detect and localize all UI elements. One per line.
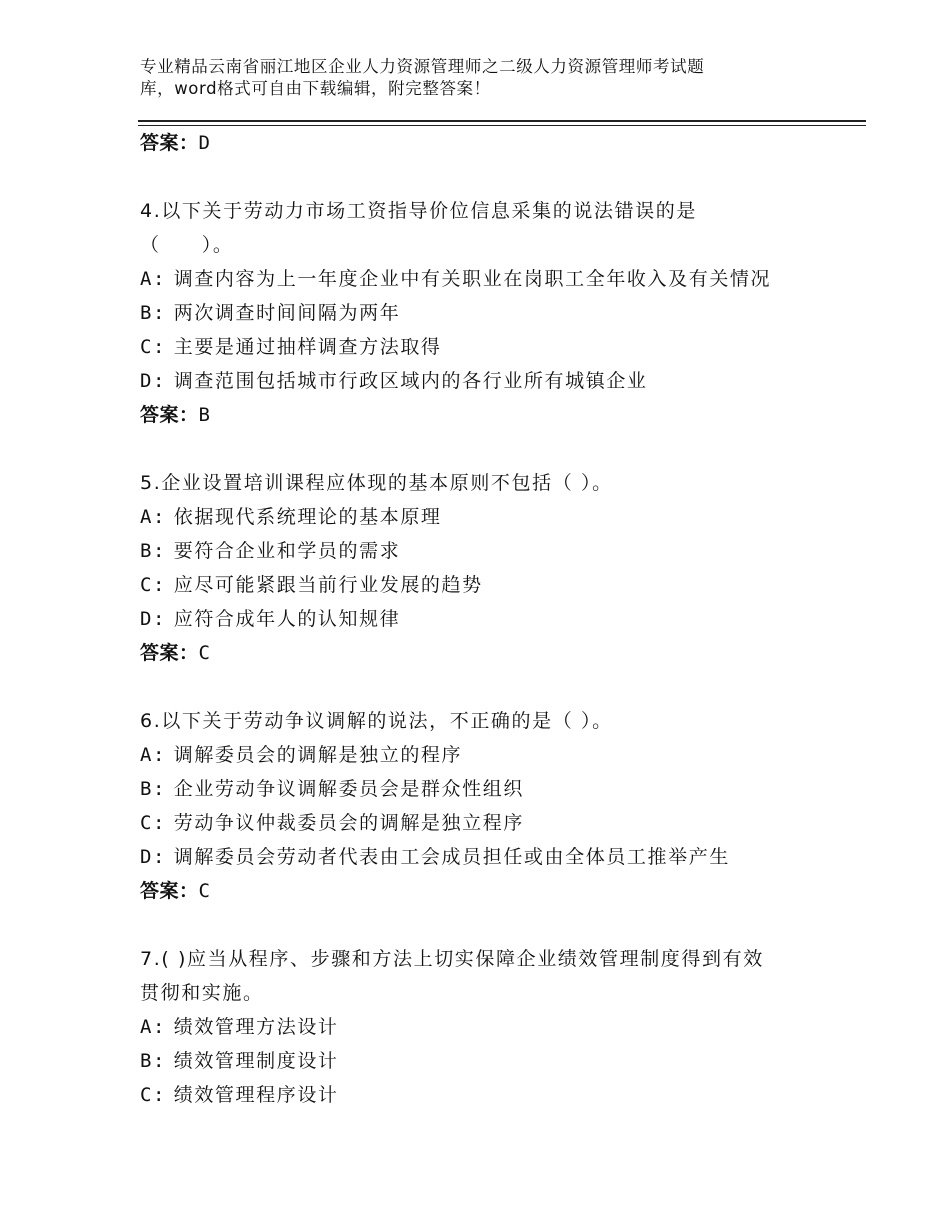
option-key: B:	[140, 540, 167, 562]
answer-label: 答案：	[140, 404, 199, 426]
answer-value: C	[198, 880, 211, 902]
header-title-line-1: 专业精品云南省丽江地区企业人力资源管理师之二级人力资源管理师考试题	[140, 57, 705, 76]
option-text: 调解委员会的调解是独立的程序	[173, 744, 463, 766]
option-a	[140, 262, 840, 296]
option-key: B:	[140, 1050, 167, 1072]
option-b	[140, 296, 840, 330]
option-key: B:	[140, 302, 167, 324]
option-a	[140, 500, 840, 534]
question-title: 5.企业设置培训课程应体现的基本原则不包括（ ）。	[140, 472, 613, 494]
option-text: 企业劳动争议调解委员会是群众性组织	[173, 778, 524, 800]
option-d	[140, 840, 840, 874]
question-title: 6.以下关于劳动争议调解的说法，不正确的是（ ）。	[140, 710, 613, 732]
answer-value: D	[198, 132, 211, 154]
option-key: A:	[140, 1016, 167, 1038]
option-d	[140, 602, 840, 636]
question-7	[140, 942, 840, 1112]
question-title-continued: 贯彻和实施。	[140, 982, 264, 1004]
option-b	[140, 772, 840, 806]
option-text: 要符合企业和学员的需求	[173, 540, 401, 562]
option-key: D:	[140, 370, 167, 392]
answer-label: 答案：	[140, 880, 199, 902]
answer-value: B	[198, 404, 211, 426]
question-4	[140, 194, 840, 432]
answer-line-q3	[140, 126, 840, 160]
blank-line	[140, 432, 840, 466]
option-text: 应符合成年人的认知规律	[173, 608, 401, 630]
option-key: A:	[140, 506, 167, 528]
answer-line	[140, 636, 840, 670]
question-5	[140, 466, 840, 670]
header-divider-thick	[138, 120, 866, 122]
answer-label: 答案：	[140, 642, 199, 664]
answer-label: 答案：	[140, 132, 199, 154]
question-6	[140, 704, 840, 908]
option-text: 应尽可能紧跟当前行业发展的趋势	[173, 574, 483, 596]
answer-line	[140, 398, 840, 432]
option-b	[140, 1044, 840, 1078]
option-text: 调解委员会劳动者代表由工会成员担任或由全体员工推举产生	[173, 846, 730, 868]
option-text: 绩效管理程序设计	[173, 1084, 339, 1106]
option-c	[140, 806, 840, 840]
question-title-continued: （ ）。	[140, 234, 234, 256]
option-d	[140, 364, 840, 398]
blank-line	[140, 908, 840, 942]
option-c	[140, 568, 840, 602]
option-text: 主要是通过抽样调查方法取得	[173, 336, 442, 358]
option-b	[140, 534, 840, 568]
option-key: C:	[140, 812, 167, 834]
option-text: 调查内容为上一年度企业中有关职业在岗职工全年收入及有关情况	[173, 268, 772, 290]
option-key: C:	[140, 1084, 167, 1106]
blank-line	[140, 670, 840, 704]
option-c	[140, 330, 840, 364]
question-title: 4.以下关于劳动力市场工资指导价位信息采集的说法错误的是	[140, 200, 697, 222]
option-text: 依据现代系统理论的基本原理	[173, 506, 442, 528]
option-a	[140, 1010, 840, 1044]
answer-value: C	[198, 642, 211, 664]
option-text: 绩效管理方法设计	[173, 1016, 339, 1038]
option-key: C:	[140, 574, 167, 596]
option-text: 绩效管理制度设计	[173, 1050, 339, 1072]
document-body	[140, 126, 840, 1112]
option-key: A:	[140, 744, 167, 766]
header-title-line-2: 库，word格式可自由下载编辑，附完整答案！	[140, 79, 491, 98]
option-key: D:	[140, 846, 167, 868]
document-header	[140, 56, 800, 100]
option-text: 调查范围包括城市行政区域内的各行业所有城镇企业	[173, 370, 648, 392]
option-text: 劳动争议仲裁委员会的调解是独立程序	[173, 812, 524, 834]
option-key: A:	[140, 268, 167, 290]
option-a	[140, 738, 840, 772]
option-text: 两次调查时间间隔为两年	[173, 302, 401, 324]
option-key: C:	[140, 336, 167, 358]
option-key: D:	[140, 608, 167, 630]
option-key: B:	[140, 778, 167, 800]
blank-line	[140, 160, 840, 194]
question-title: 7.( )应当从程序、步骤和方法上切实保障企业绩效管理制度得到有效	[140, 948, 764, 970]
option-c	[140, 1078, 840, 1112]
answer-line	[140, 874, 840, 908]
